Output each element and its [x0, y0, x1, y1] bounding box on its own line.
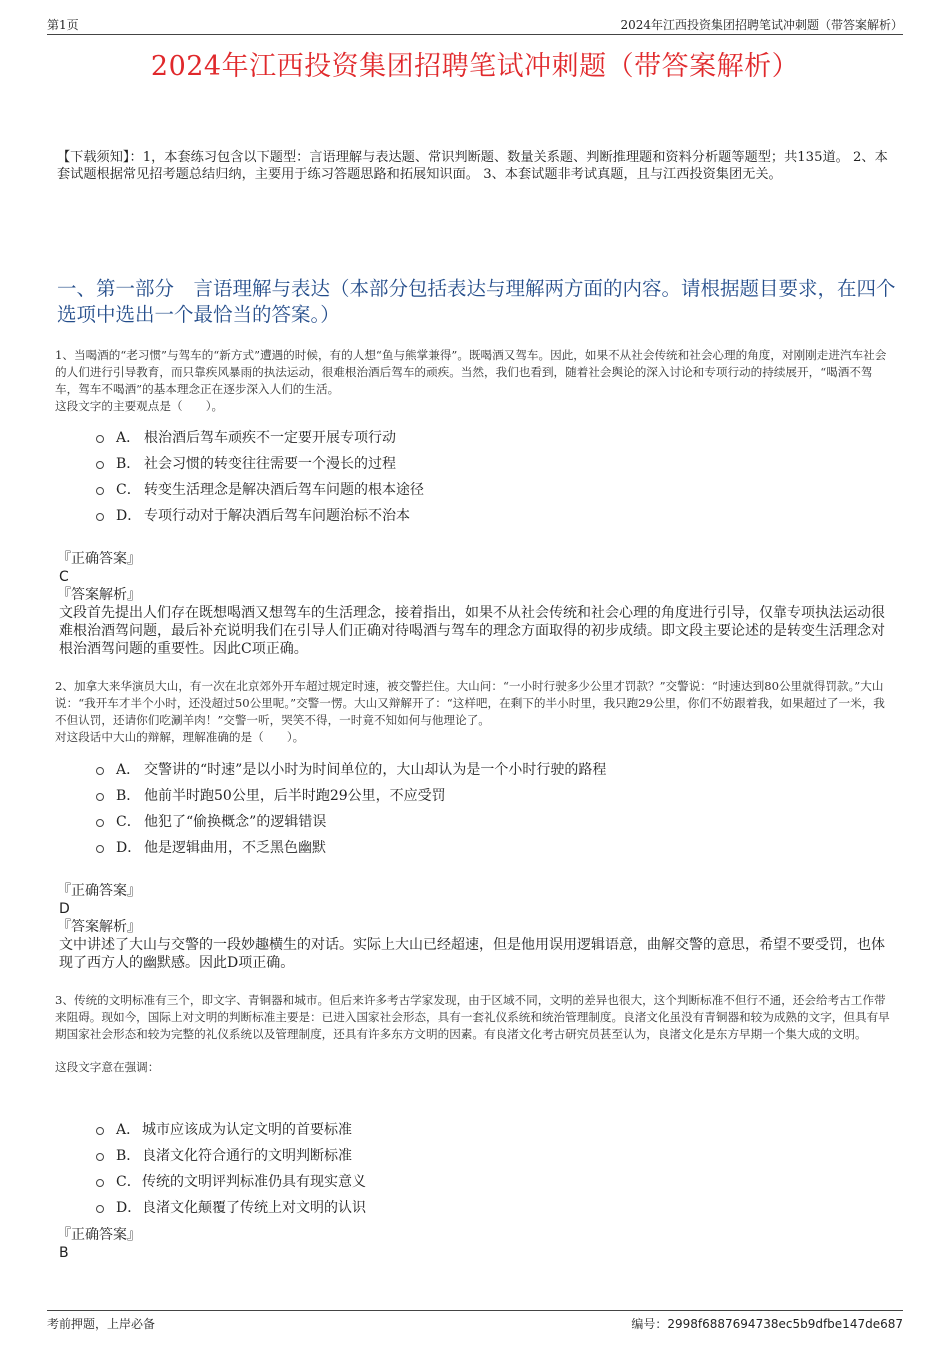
analysis-text: 文段首先提出人们存在既想喝酒又想驾车的生活理念，接着指出，如果不从社会传统和社会心理的角度进行引导，仅靠专项执法运动很难根治酒驾问题，最后补充说明我们在引导人们正确对待喝酒与驾车的理念方面取得的初步成绩。即文段主要论述的是转变生活理念对根治酒驾问题的重要性。因此C项正确。 [59, 605, 885, 657]
question-3 [55, 992, 895, 1076]
question-2-prompt: 对这段话中大山的辩解，理解准确的是（ ）。 [55, 730, 305, 744]
radio-circle-icon[interactable] [96, 1179, 104, 1187]
radio-circle-icon[interactable] [96, 1205, 104, 1213]
question-3-prompt: 这段文字意在强调： [55, 1060, 160, 1074]
document-title: 2024年江西投资集团招聘笔试冲刺题（带答案解析） [150, 51, 800, 82]
radio-circle-icon[interactable] [96, 435, 104, 443]
question-3-answer [57, 1226, 888, 1262]
header-doc-name: 2024年江西投资集团招聘笔试冲刺题（带答案解析） [620, 18, 903, 32]
analysis-text: 文中讲述了大山与交警的一段妙趣横生的对话。实际上大山已经超速，但是他用误用逻辑语意，曲解交警的意思，希望不要受罚，也体现了西方人的幽默感。因此D项正确。 [59, 937, 885, 971]
analysis-label: 『答案解析』 [57, 587, 141, 603]
page-number: 第1页 [47, 18, 79, 32]
question-1-answer [57, 550, 888, 658]
footer-code-value: 2998f6887694738ec5b9dfbe147de687 [667, 1317, 903, 1331]
page-header [47, 14, 903, 35]
page-footer [47, 1310, 903, 1333]
footer-slogan: 考前押题，上岸必备 [47, 1317, 156, 1331]
section-heading: 一、第一部分 言语理解与表达（本部分包括表达与理解两方面的内容。请根据题目要求，在四个选项中选出一个最恰当的答案。） [57, 277, 896, 326]
answer-value: C [59, 569, 69, 585]
radio-circle-icon[interactable] [96, 793, 104, 801]
question-3-text: 3、传统的文明标准有三个，即文字、青铜器和城市。但后来许多考古学家发现，由于区域不同，文明的差异也很大，这个判断标准不但行不通，还会给考古工作带来阻碍。现如今，国际上对文明的判断标准主要是：已进入国家社会形态，具有一套礼仪系统和统治管理制度。良渚文化虽没有青铜器和较为成熟的文字，但具有早期国家社会形态和较为完整的礼仪系统以及管理制度，还具有许多东方文明的因素。有良渚文化考古研究员甚至认为，良渚文化是东方早期一个集大成的文明。 [55, 993, 890, 1041]
question-1-text: 1、当喝酒的“老习惯”与驾车的“新方式”遭遇的时候，有的人想“鱼与熊掌兼得”。既喝酒又驾车。因此，如果不从社会传统和社会心理的角度，对刚刚走进汽车社会的人们进行引导教育，而只靠疾风暴雨的执法运动，很难根治酒后驾车的顽疾。当然，我们也看到，随着社会舆论的深入讨论和专项行动的持续展开，“喝酒不驾车，驾车不喝酒”的基本理念正在逐步深入人们的生活。 [55, 348, 887, 396]
question-1 [55, 347, 895, 415]
analysis-label: 『答案解析』 [57, 919, 141, 935]
download-notice: 【下载须知】：1，本套练习包含以下题型：言语理解与表达题、常识判断题、数量关系题、判断推理题和资料分析题等题型；共135道。 2、本套试题根据常见招考题总结归纳，主要用于练习答题思路和拓展知识面。 3、本套试题非考试真题，且与江西投资集团无关。 [57, 150, 888, 182]
radio-circle-icon[interactable] [96, 487, 104, 495]
answer-label: 『正确答案』 [57, 551, 141, 567]
question-2-text: 2、加拿大来华演员大山，有一次在北京郊外开车超过规定时速，被交警拦住。大山问：“一小时行驶多少公里才罚款？”交警说：“时速达到80公里就得罚款。”大山说：“我开车才半个小时，还没超过50公里呢。”交警一愣。大山又辩解开了：“这样吧，在剩下的半小时里，我只跑29公里，你们不妨跟着我，如果超过了一米，我不但认罚，还请你们吃涮羊肉！”交警一听，哭笑不得，一时竟不知如何与他理论了。 [55, 679, 885, 727]
radio-circle-icon[interactable] [96, 767, 104, 775]
answer-label: 『正确答案』 [57, 883, 141, 899]
question-2-answer [57, 882, 888, 972]
radio-circle-icon[interactable] [96, 1153, 104, 1161]
footer-code-label: 编号： [631, 1317, 668, 1331]
answer-label: 『正确答案』 [57, 1227, 141, 1243]
radio-circle-icon[interactable] [96, 819, 104, 827]
radio-circle-icon[interactable] [96, 513, 104, 521]
radio-circle-icon[interactable] [96, 461, 104, 469]
footer-code [631, 1315, 903, 1332]
answer-value: D [59, 901, 70, 917]
answer-value: B [59, 1245, 69, 1261]
question-2 [55, 678, 895, 746]
question-1-prompt: 这段文字的主要观点是（ ）。 [55, 399, 224, 413]
radio-circle-icon[interactable] [96, 1127, 104, 1135]
radio-circle-icon[interactable] [96, 845, 104, 853]
